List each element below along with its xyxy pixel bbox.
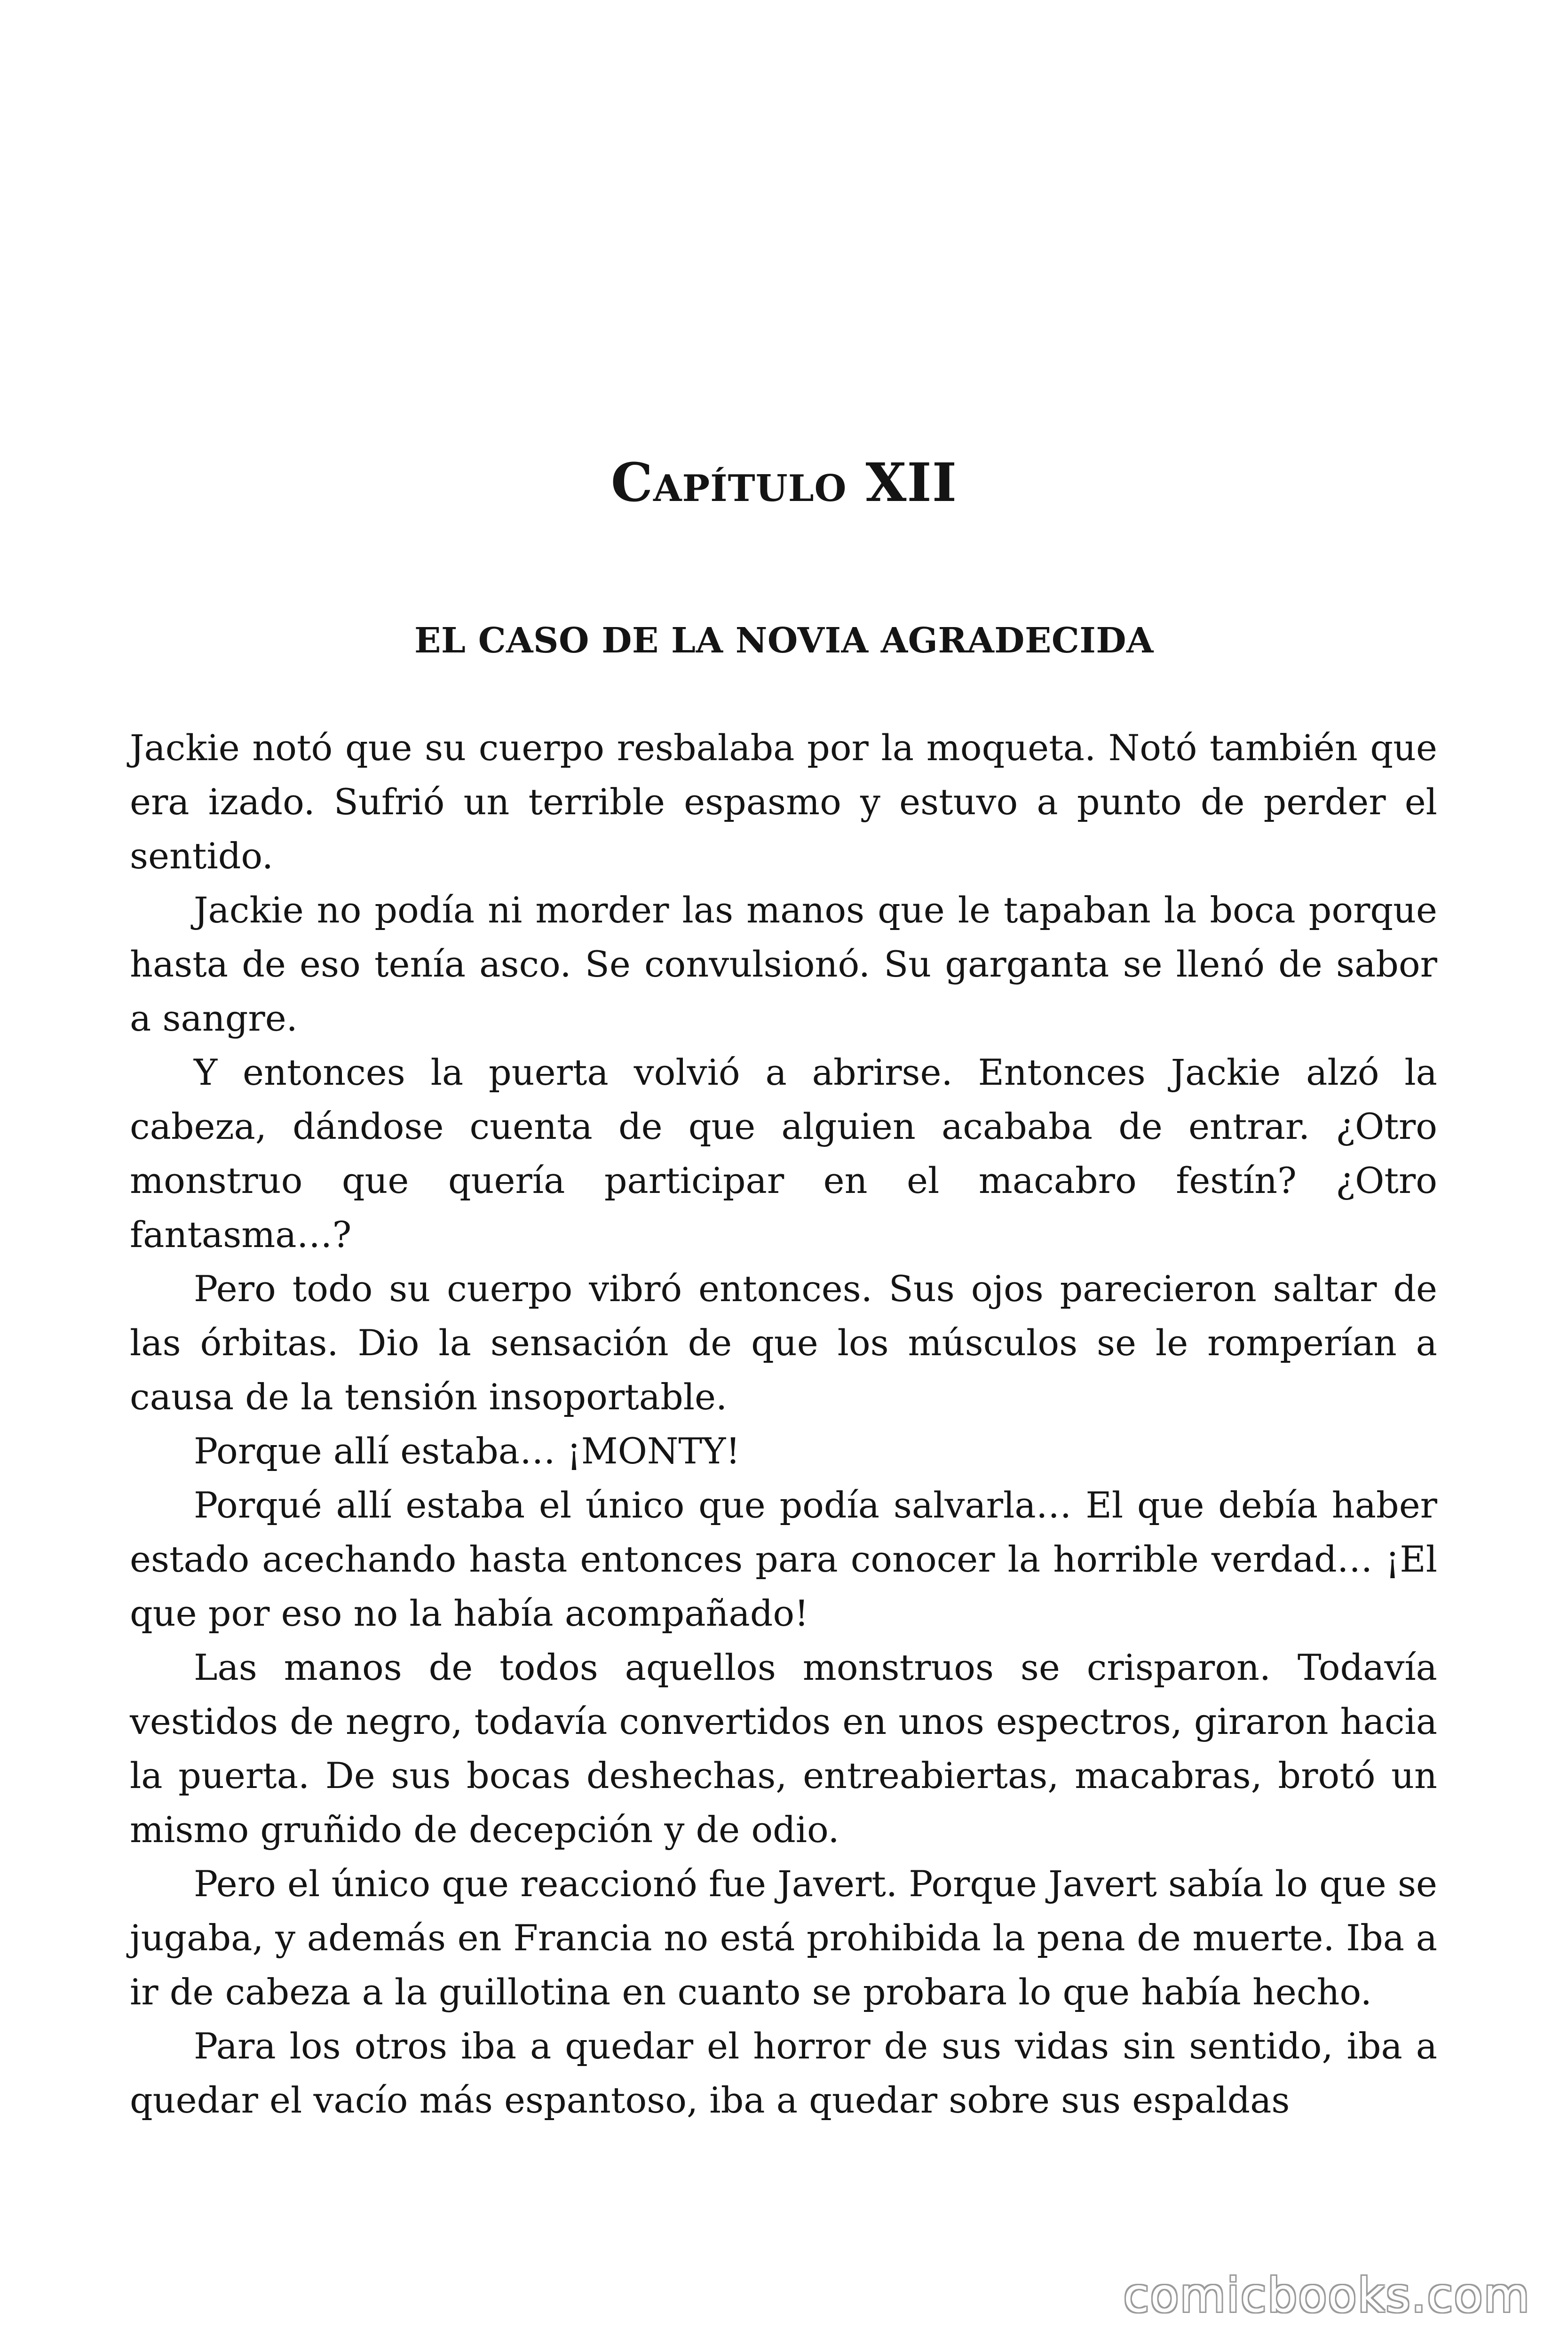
paragraph: Porqué allí estaba el único que podía salvarla… El que debía haber estado acechando hasta entonces para conocer la horrible verdad… ¡El que por eso no la había acompañado!	[130, 1484, 1437, 1634]
paragraph: Y entonces la puerta volvió a abrirse. Entonces Jackie alzó la cabeza, dándose cuenta de que alguien acababa de entrar. ¿Otro monstruo que quería participar en el macabro festín? ¿Otro fantasma…?	[130, 1051, 1437, 1255]
paragraph: Jackie notó que su cuerpo resbalaba por la moqueta. Notó también que era izado. Sufrió un terrible espasmo y estuvo a punto de perder el sentido.	[130, 727, 1437, 877]
paragraph: Pero todo su cuerpo vibró entonces. Sus ojos parecieron saltar de las órbitas. Dio la sensación de que los músculos se le romperían a causa de la tensión insoportable.	[130, 1268, 1437, 1418]
chapter-title: Capítulo XII	[610, 452, 958, 514]
paragraph: Jackie no podía ni morder las manos que le tapaban la boca porque hasta de eso tenía asco. Se convulsionó. Su garganta se llenó de sabor a sangre.	[130, 889, 1437, 1039]
paragraph: Porque allí estaba… ¡MONTY!	[194, 1430, 740, 1472]
paragraph: Pero el único que reaccionó fue Javert. Porque Javert sabía lo que se jugaba, y además en Francia no está prohibida la pena de muerte. Iba a ir de cabeza a la guillotina en cuanto se probara lo que había hecho.	[130, 1863, 1437, 2013]
paragraph: Para los otros iba a quedar el horror de sus vidas sin sentido, iba a quedar el vacío más espantoso, iba a quedar sobre sus espaldas	[130, 2025, 1437, 2121]
watermark: comicbooks.com	[1123, 2268, 1530, 2323]
paragraph: Las manos de todos aquellos monstruos se crisparon. Todavía vestidos de negro, todavía convertidos en unos espectros, giraron hacia la puerta. De sus bocas deshechas, entreabiertas, macabras, brotó un mismo gruñido de decepción y de odio.	[130, 1646, 1437, 1851]
body-text	[130, 721, 1437, 2127]
chapter-subtitle: EL CASO DE LA NOVIA AGRADECIDA	[414, 620, 1154, 661]
